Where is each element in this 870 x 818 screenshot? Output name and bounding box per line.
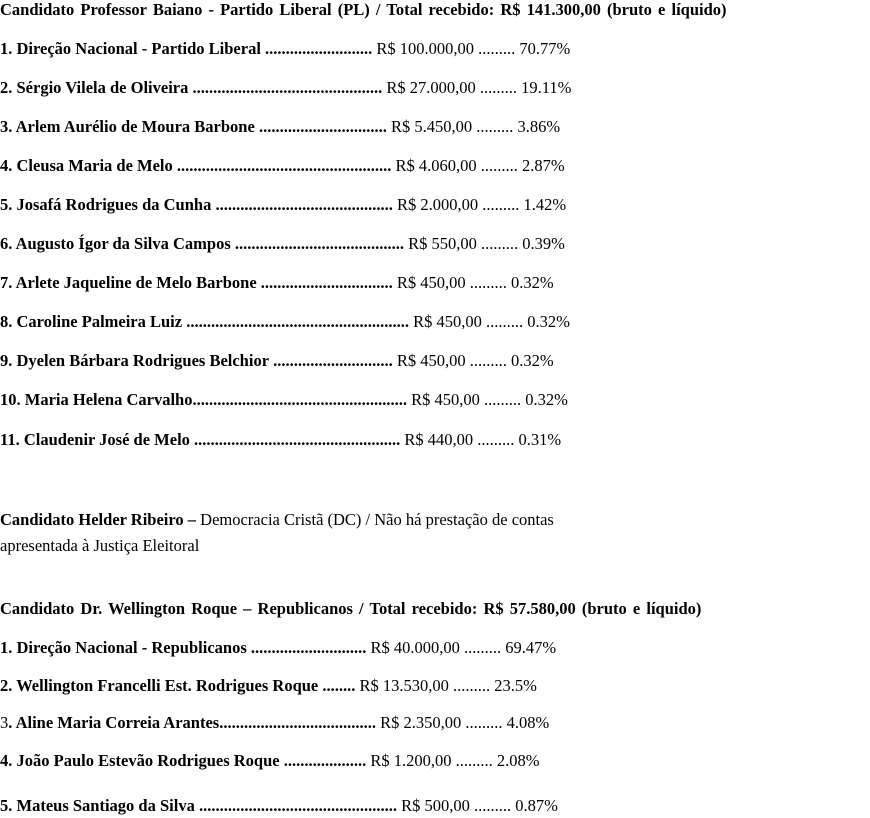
list-item: 4. João Paulo Estevão Rodrigues Roque .................... R$ 1.200,00 ......... 2.08% xyxy=(0,751,540,770)
section-header-pl: Candidato Professor Baiano - Partido Liberal (PL) / Total recebido: R$ 141.300,00 (bruto e líquido) xyxy=(0,0,727,19)
list-item: 1. Direção Nacional - Partido Liberal .......................... R$ 100.000,00 ......... 70.77% xyxy=(0,39,571,58)
section-note-dc: apresentada à Justiça Eleitoral xyxy=(0,536,200,555)
list-item: 2. Wellington Francelli Est. Rodrigues Roque ........ R$ 13.530,00 ......... 23.5% xyxy=(0,676,537,695)
list-item: 9. Dyelen Bárbara Rodrigues Belchior ............................. R$ 450,00 ......... 0.32% xyxy=(0,351,554,370)
list-item: 5. Josafá Rodrigues da Cunha ........................................... R$ 2.000,00 ......... 1.42% xyxy=(0,195,567,214)
list-item: 8. Caroline Palmeira Luiz ...................................................... R$ 450,00 ......... 0.32% xyxy=(0,312,570,331)
list-item: 3. Aline Maria Correia Arantes...................................... R$ 2.350,00 ......... 4.08% xyxy=(0,713,550,732)
list-item: 4. Cleusa Maria de Melo .................................................... R$ 4.060,00 ......... 2.87% xyxy=(0,156,565,175)
list-item: 7. Arlete Jaqueline de Melo Barbone ................................ R$ 450,00 ......... 0.32% xyxy=(0,273,554,292)
list-item: 1. Direção Nacional - Republicanos ............................ R$ 40.000,00 ......... 69.47% xyxy=(0,638,557,657)
list-item: 10. Maria Helena Carvalho.................................................... R$ 450,00 ......... 0.32% xyxy=(0,390,568,409)
list-item: 3. Arlem Aurélio de Moura Barbone ............................... R$ 5.450,00 ......... 3.86% xyxy=(0,117,561,136)
list-item: 11. Claudenir José de Melo .................................................. R$ 440,00 ......... 0.31% xyxy=(0,430,562,449)
list-item: 5. Mateus Santiago da Silva ................................................ R$ 500,00 ......... 0.87% xyxy=(0,796,558,815)
section-header-republicanos: Candidato Dr. Wellington Roque – Republicanos / Total recebido: R$ 57.580,00 (bruto e líquido) xyxy=(0,599,702,618)
list-item: 2. Sérgio Vilela de Oliveira .............................................. R$ 27.000,00 ......... 19.11% xyxy=(0,78,572,97)
section-header-dc: Candidato Helder Ribeiro – Democracia Cristã (DC) / Não há prestação de contas xyxy=(0,510,554,529)
list-item: 6. Augusto Ígor da Silva Campos ......................................... R$ 550,00 ......... 0.39% xyxy=(0,234,565,253)
